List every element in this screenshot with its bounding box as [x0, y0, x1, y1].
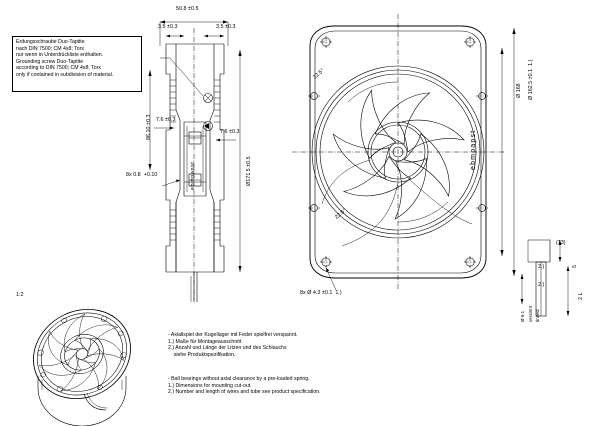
note-line-5: according to DIN 7500; CM 4x8; Torx [16, 65, 101, 72]
label-wire-tinned-en: tinned [535, 309, 540, 322]
isometric-fan-view [24, 296, 144, 416]
dim-label-note-2b: 2.) [538, 282, 545, 288]
dim-label-thickness-note: (13) [556, 240, 566, 246]
note-line-2: nach DIN 7500; CM 4x8; Torx [16, 45, 84, 52]
label-wire-tinned-de: verzinnt [528, 305, 533, 322]
note-line-1: Erdungsschraube Duo-Taptite [16, 39, 85, 45]
dim-label-right-rib: 3.5 ±0.3 [216, 24, 236, 30]
dim-rib-row [166, 35, 224, 38]
footnote-de-2: 1.) Maße für Montageausschnitt [168, 338, 242, 345]
footnote-de-1: - Axiallspiel der Kugellager mit Feder spielfrei verspannt. [168, 332, 298, 338]
brand-label-section: ebmpapst [190, 161, 196, 190]
footnote-en-2: 1.) Dimensions for mounting cut-out. [168, 382, 252, 389]
angle-label-bottom: 22.5° [334, 207, 348, 221]
housing-section [166, 44, 224, 272]
dim-label-bolt-circle: Ø 162.5 ±0.1 1.) [528, 59, 534, 100]
footnote-de-3: 2.) Anzahl und Länge der Litzen und des Schlauchs [168, 345, 287, 352]
dim-label-small-5: 5 [572, 265, 578, 268]
note-line-3: nur wenn in Unterdrückliste enthalten. [16, 52, 104, 59]
dim-label-height-left: 86.10 ±0.3 [146, 114, 152, 140]
dim-label-inner-diameter: Ø 168 [516, 83, 522, 98]
leader-8x08 [162, 180, 180, 186]
note-line-4: Grounding screw Duo-Taptite [16, 58, 84, 65]
dim-label-note-2a: 2.) [538, 264, 545, 270]
dim-label-overall-width: 50.8 ±0.5 [176, 6, 199, 12]
support-struts [322, 160, 472, 246]
brand-label-front: ebmpapst [470, 129, 477, 170]
note-line-6: only if contained in subdivision of material. [16, 71, 114, 78]
dim-label-wire-length: 2 L [578, 292, 584, 300]
front-view-fan [296, 18, 546, 300]
footnote-en-3: 2.) Number and length of wires and tube see product specification. [168, 389, 321, 396]
dim-label-wire-dia: Ø 6.1 [520, 310, 525, 322]
leader-bolt-holes [326, 268, 336, 290]
dim-label-right-inner: 7.6 ±0.3 [220, 129, 240, 135]
footnotes-german [168, 332, 468, 358]
wire-lead [191, 272, 197, 302]
angle-label-top: 22.5° [312, 67, 326, 81]
dim-label-diameter-main: Ø171.5 ±0.5 [246, 156, 252, 186]
dim-label-left-inner: 7.6 ±0.3 [156, 117, 176, 123]
dim-label-bolt-holes: 8x Ø 4.3 ±0.1 1.) [300, 290, 342, 296]
dim-label-left-rib: 3.5 ±0.3 [158, 24, 178, 30]
footnotes-english [168, 376, 498, 396]
dim-diameter-171 [238, 50, 241, 272]
scale-label: 1:2 [16, 292, 24, 298]
footnote-en-1: - Ball bearings without axial clearance by a pre-loaded spring. [168, 376, 310, 382]
footnote-de-4: siehe Produktspezifikation. [168, 351, 236, 358]
dim-label-hole-pattern: 8x 0.8 +0.10 [126, 172, 158, 178]
grounding-screw-note-box [12, 36, 142, 92]
